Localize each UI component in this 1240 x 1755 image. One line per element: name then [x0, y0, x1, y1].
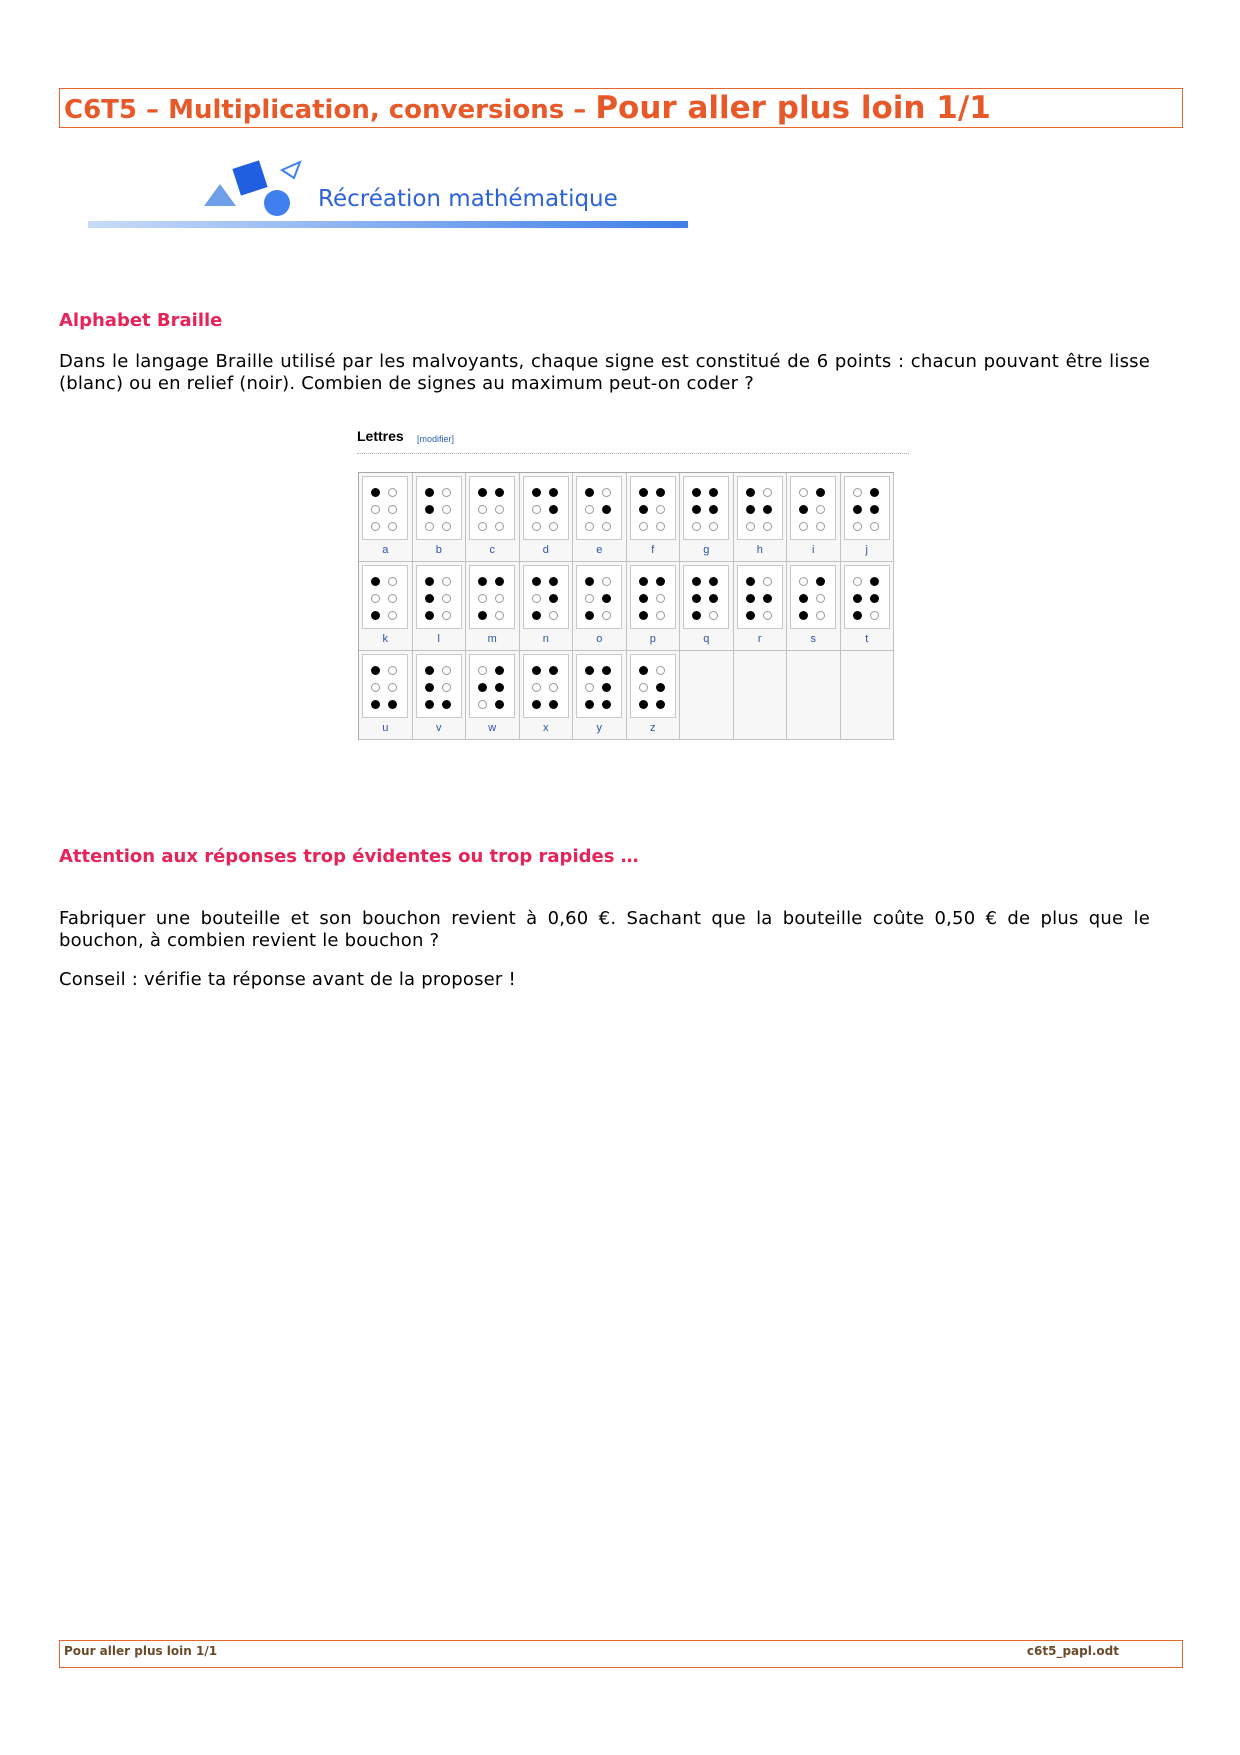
braille-letter-label[interactable]: e — [596, 544, 603, 556]
flat-dot — [549, 611, 558, 620]
braille-dot-box — [362, 654, 408, 718]
circle-shape-icon — [264, 190, 290, 216]
braille-letter-label[interactable]: y — [596, 722, 602, 734]
raised-dot — [870, 505, 879, 514]
flat-dot — [639, 522, 648, 531]
braille-cell-e — [573, 473, 627, 562]
logo-text: Récréation mathématique — [318, 186, 618, 212]
flat-dot — [532, 594, 541, 603]
braille-cell-x — [520, 651, 574, 740]
braille-letter-label[interactable]: c — [489, 544, 495, 556]
footer-left: Pour aller plus loin 1/1 — [64, 1644, 218, 1658]
braille-letter-label[interactable]: i — [812, 544, 815, 556]
flat-dot — [799, 488, 808, 497]
flat-dot — [585, 522, 594, 531]
braille-cell-n — [520, 562, 574, 651]
flat-dot — [585, 505, 594, 514]
braille-letter-label[interactable]: d — [542, 544, 549, 556]
raised-dot — [746, 611, 755, 620]
raised-dot — [425, 700, 434, 709]
raised-dot — [746, 488, 755, 497]
raised-dot — [639, 666, 648, 675]
flat-dot — [478, 522, 487, 531]
flat-dot — [388, 522, 397, 531]
braille-cell-c — [466, 473, 520, 562]
flat-dot — [656, 611, 665, 620]
raised-dot — [692, 488, 701, 497]
raised-dot — [442, 700, 451, 709]
flat-dot — [442, 488, 451, 497]
braille-dot-box — [790, 476, 836, 540]
flat-dot — [478, 505, 487, 514]
flat-dot — [602, 488, 611, 497]
flat-dot — [585, 594, 594, 603]
raised-dot — [656, 577, 665, 586]
flat-dot — [656, 666, 665, 675]
raised-dot — [639, 488, 648, 497]
raised-dot — [388, 700, 397, 709]
braille-letter-label[interactable]: f — [651, 544, 655, 556]
raised-dot — [371, 488, 380, 497]
flat-dot — [532, 522, 541, 531]
raised-dot — [602, 505, 611, 514]
page-header — [59, 88, 1183, 128]
raised-dot — [425, 666, 434, 675]
raised-dot — [495, 700, 504, 709]
braille-cell-l — [413, 562, 467, 651]
flat-dot — [746, 522, 755, 531]
braille-dot-box — [737, 476, 783, 540]
flat-dot — [549, 683, 558, 692]
flat-dot — [442, 594, 451, 603]
raised-dot — [709, 594, 718, 603]
raised-dot — [853, 505, 862, 514]
flat-dot — [656, 594, 665, 603]
braille-cell-s — [787, 562, 841, 651]
flat-dot — [763, 522, 772, 531]
raised-dot — [478, 488, 487, 497]
braille-dot-box — [844, 476, 890, 540]
raised-dot — [425, 505, 434, 514]
raised-dot — [639, 700, 648, 709]
raised-dot — [532, 577, 541, 586]
raised-dot — [371, 700, 380, 709]
braille-cell-o — [573, 562, 627, 651]
header-emphasis: Pour aller plus loin 1/1 — [595, 90, 991, 126]
braille-empty-cell — [680, 651, 734, 740]
braille-table-title: Lettres — [357, 428, 404, 444]
raised-dot — [425, 577, 434, 586]
raised-dot — [425, 488, 434, 497]
edit-link[interactable]: [modifier] — [417, 434, 455, 444]
raised-dot — [709, 488, 718, 497]
flat-dot — [709, 522, 718, 531]
flat-dot — [388, 594, 397, 603]
braille-cell-y — [573, 651, 627, 740]
raised-dot — [746, 505, 755, 514]
flat-dot — [495, 611, 504, 620]
raised-dot — [692, 594, 701, 603]
flat-dot — [853, 522, 862, 531]
braille-letter-label[interactable]: z — [650, 722, 656, 734]
braille-dot-box — [576, 565, 622, 629]
braille-empty-cell — [787, 651, 841, 740]
raised-dot — [602, 594, 611, 603]
braille-cell-z — [627, 651, 681, 740]
raised-dot — [602, 683, 611, 692]
flat-dot — [656, 505, 665, 514]
flat-dot — [495, 522, 504, 531]
braille-cell-a — [359, 473, 413, 562]
flat-dot — [442, 505, 451, 514]
braille-letter-label[interactable]: v — [436, 722, 442, 734]
raised-dot — [425, 594, 434, 603]
flat-dot — [763, 488, 772, 497]
flat-dot — [532, 505, 541, 514]
braille-empty-cell — [734, 651, 788, 740]
flat-dot — [870, 611, 879, 620]
raised-dot — [532, 611, 541, 620]
flat-dot — [371, 683, 380, 692]
braille-dot-box — [737, 565, 783, 629]
raised-dot — [799, 594, 808, 603]
page-footer — [59, 1640, 1183, 1668]
braille-letter-label[interactable]: t — [865, 633, 869, 645]
braille-letter-label[interactable]: l — [437, 633, 440, 645]
raised-dot — [816, 577, 825, 586]
raised-dot — [585, 666, 594, 675]
flat-dot — [478, 666, 487, 675]
braille-dot-box — [469, 654, 515, 718]
raised-dot — [495, 683, 504, 692]
section-title-braille: Alphabet Braille — [59, 310, 223, 331]
braille-cell-p — [627, 562, 681, 651]
braille-cell-k — [359, 562, 413, 651]
braille-dot-box — [469, 565, 515, 629]
raised-dot — [799, 505, 808, 514]
raised-dot — [853, 611, 862, 620]
raised-dot — [602, 700, 611, 709]
braille-letter-label[interactable]: b — [435, 544, 442, 556]
raised-dot — [478, 683, 487, 692]
footer-right: c6t5_papl.odt — [1026, 1644, 1119, 1658]
braille-dot-box — [469, 476, 515, 540]
header-title — [64, 90, 991, 126]
title-divider — [357, 453, 909, 454]
braille-letter-label[interactable]: x — [543, 722, 549, 734]
flat-dot — [495, 594, 504, 603]
flat-dot — [816, 505, 825, 514]
braille-letter-label[interactable]: r — [757, 633, 762, 645]
braille-letter-label[interactable]: o — [596, 633, 603, 645]
flat-dot — [442, 522, 451, 531]
flat-dot — [799, 577, 808, 586]
flat-dot — [585, 683, 594, 692]
braille-cell-v — [413, 651, 467, 740]
flat-dot — [371, 594, 380, 603]
braille-dot-box — [630, 565, 676, 629]
flat-dot — [639, 683, 648, 692]
raised-dot — [692, 577, 701, 586]
flat-dot — [692, 522, 701, 531]
raised-dot — [816, 488, 825, 497]
raised-dot — [532, 700, 541, 709]
braille-cell-w — [466, 651, 520, 740]
flat-dot — [442, 666, 451, 675]
flat-dot — [870, 522, 879, 531]
raised-dot — [425, 611, 434, 620]
raised-dot — [495, 666, 504, 675]
flat-dot — [425, 522, 434, 531]
flat-dot — [763, 577, 772, 586]
flat-dot — [442, 611, 451, 620]
braille-dot-box — [416, 565, 462, 629]
raised-dot — [639, 505, 648, 514]
braille-cell-h — [734, 473, 788, 562]
raised-dot — [549, 666, 558, 675]
braille-grid — [358, 472, 894, 740]
braille-dot-box — [576, 476, 622, 540]
raised-dot — [639, 611, 648, 620]
raised-dot — [371, 577, 380, 586]
raised-dot — [495, 488, 504, 497]
braille-table — [357, 428, 909, 740]
flat-dot — [602, 611, 611, 620]
braille-letter-label[interactable]: p — [649, 633, 656, 645]
raised-dot — [746, 594, 755, 603]
braille-cell-i — [787, 473, 841, 562]
raised-dot — [549, 594, 558, 603]
braille-question: Dans le langage Braille utilisé par les malvoyants, chaque signe est constitué de 6 points : chacun pouvant être lisse (blanc) ou en relief (noir). Combien de signes au maximum peut-on coder ? — [59, 351, 1150, 394]
braille-dot-box — [683, 476, 729, 540]
flat-dot — [478, 594, 487, 603]
raised-dot — [656, 683, 665, 692]
raised-dot — [763, 594, 772, 603]
raised-dot — [692, 611, 701, 620]
raised-dot — [639, 594, 648, 603]
header-prefix: C6T5 – Multiplication, conversions – — [64, 95, 596, 125]
braille-dot-box — [416, 654, 462, 718]
flat-dot — [532, 683, 541, 692]
braille-dot-box — [523, 565, 569, 629]
raised-dot — [549, 488, 558, 497]
braille-dot-box — [844, 565, 890, 629]
flat-dot — [853, 488, 862, 497]
flat-dot — [388, 683, 397, 692]
recreation-logo — [88, 156, 688, 232]
flat-dot — [853, 577, 862, 586]
braille-cell-f — [627, 473, 681, 562]
braille-dot-box — [790, 565, 836, 629]
braille-cell-m — [466, 562, 520, 651]
flat-dot — [478, 700, 487, 709]
raised-dot — [478, 611, 487, 620]
raised-dot — [425, 683, 434, 692]
raised-dot — [639, 577, 648, 586]
flat-dot — [763, 611, 772, 620]
flat-dot — [816, 594, 825, 603]
flat-dot — [656, 522, 665, 531]
raised-dot — [656, 488, 665, 497]
flat-dot — [388, 505, 397, 514]
flat-dot — [549, 522, 558, 531]
raised-dot — [549, 505, 558, 514]
braille-dot-box — [630, 476, 676, 540]
advice-text: Conseil : vérifie ta réponse avant de la proposer ! — [59, 969, 516, 990]
raised-dot — [853, 594, 862, 603]
braille-cell-t — [841, 562, 895, 651]
braille-letter-label[interactable]: q — [703, 633, 710, 645]
braille-dot-box — [523, 654, 569, 718]
braille-dot-box — [362, 476, 408, 540]
flat-dot — [371, 505, 380, 514]
raised-dot — [549, 577, 558, 586]
braille-letter-label[interactable]: m — [487, 633, 497, 645]
flat-dot — [495, 505, 504, 514]
raised-dot — [692, 505, 701, 514]
flat-dot — [442, 683, 451, 692]
braille-cell-u — [359, 651, 413, 740]
braille-cell-g — [680, 473, 734, 562]
outline-triangle-icon — [282, 162, 300, 178]
flat-dot — [799, 522, 808, 531]
braille-letter-label[interactable]: s — [810, 633, 816, 645]
raised-dot — [656, 700, 665, 709]
raised-dot — [371, 611, 380, 620]
raised-dot — [585, 488, 594, 497]
raised-dot — [709, 505, 718, 514]
raised-dot — [549, 700, 558, 709]
braille-cell-b — [413, 473, 467, 562]
braille-letter-label[interactable]: g — [703, 544, 710, 556]
braille-letter-label[interactable]: k — [382, 633, 388, 645]
raised-dot — [870, 488, 879, 497]
braille-letter-label[interactable]: n — [542, 633, 549, 645]
flat-dot — [388, 577, 397, 586]
flat-dot — [371, 522, 380, 531]
raised-dot — [532, 488, 541, 497]
raised-dot — [585, 611, 594, 620]
raised-dot — [870, 577, 879, 586]
square-shape-icon — [232, 160, 267, 195]
raised-dot — [585, 577, 594, 586]
raised-dot — [799, 611, 808, 620]
bottle-problem: Fabriquer une bouteille et son bouchon revient à 0,60 €. Sachant que la bouteille coûte 0,50 € de plus que le bouchon, à combien revient le bouchon ? — [59, 908, 1150, 951]
raised-dot — [585, 700, 594, 709]
flat-dot — [388, 611, 397, 620]
flat-dot — [602, 522, 611, 531]
flat-dot — [442, 577, 451, 586]
flat-dot — [816, 522, 825, 531]
braille-dot-box — [362, 565, 408, 629]
braille-dot-box — [683, 565, 729, 629]
braille-letter-label[interactable]: w — [488, 722, 497, 734]
flat-dot — [388, 488, 397, 497]
raised-dot — [371, 666, 380, 675]
braille-cell-r — [734, 562, 788, 651]
raised-dot — [709, 577, 718, 586]
braille-letter-label[interactable]: h — [756, 544, 763, 556]
braille-dot-box — [630, 654, 676, 718]
raised-dot — [602, 666, 611, 675]
raised-dot — [746, 577, 755, 586]
logo-underline — [88, 221, 688, 228]
raised-dot — [532, 666, 541, 675]
braille-dot-box — [523, 476, 569, 540]
braille-cell-d — [520, 473, 574, 562]
braille-dot-box — [416, 476, 462, 540]
raised-dot — [763, 505, 772, 514]
raised-dot — [495, 577, 504, 586]
triangle-shape-icon — [204, 184, 236, 206]
flat-dot — [388, 666, 397, 675]
braille-letter-label[interactable]: u — [382, 722, 389, 734]
braille-letter-label[interactable]: a — [382, 544, 389, 556]
raised-dot — [478, 577, 487, 586]
flat-dot — [602, 577, 611, 586]
braille-cell-j — [841, 473, 895, 562]
flat-dot — [709, 611, 718, 620]
braille-dot-box — [576, 654, 622, 718]
raised-dot — [870, 594, 879, 603]
braille-empty-cell — [841, 651, 895, 740]
flat-dot — [816, 611, 825, 620]
braille-cell-q — [680, 562, 734, 651]
braille-letter-label[interactable]: j — [865, 544, 868, 556]
section-title-attention: Attention aux réponses trop évidentes ou trop rapides … — [59, 846, 639, 867]
